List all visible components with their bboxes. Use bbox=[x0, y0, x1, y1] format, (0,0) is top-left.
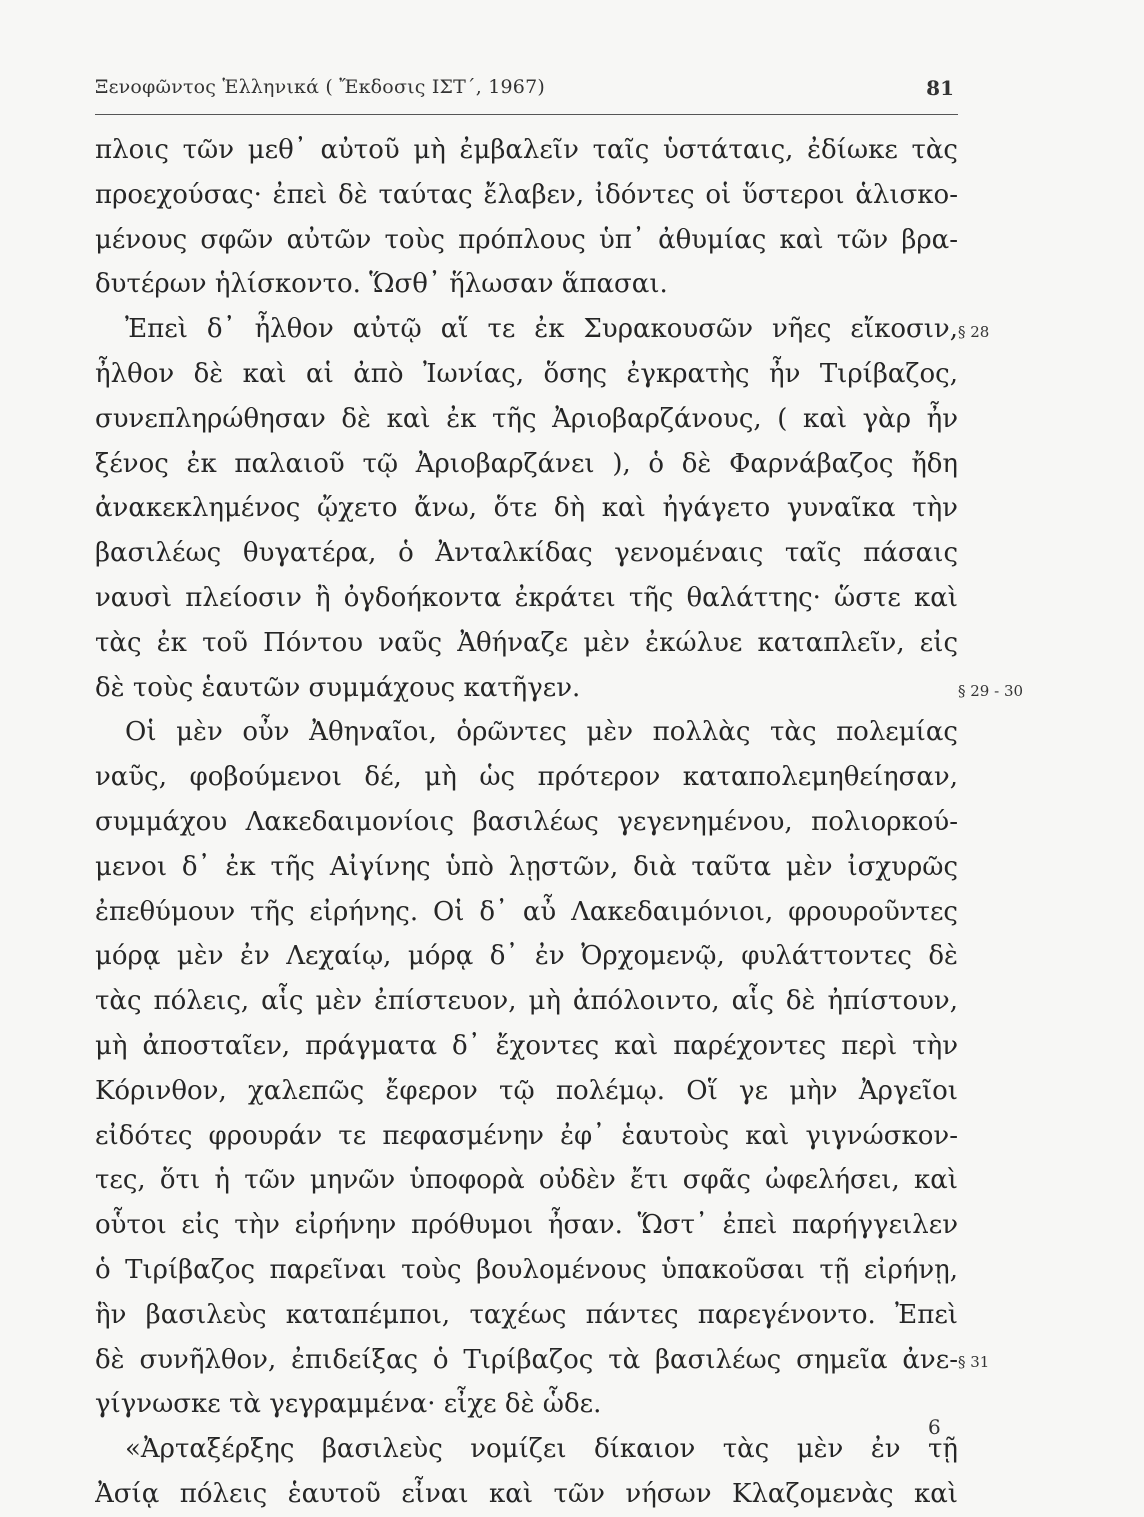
text-line: μένους σφῶν αὐτῶν τοὺς πρόπλους ὑπ᾿ ἀθυμίας καὶ τῶν βρα- bbox=[95, 224, 958, 255]
header-rule bbox=[95, 114, 958, 115]
text-line: οὗτοι εἰς τὴν εἰρήνην πρόθυμοι ἦσαν. Ὥστ᾿ ἐπεὶ παρήγγειλεν bbox=[95, 1210, 958, 1241]
text-line: ναυσὶ πλείοσιν ἢ ὀγδοήκοντα ἐκράτει τῆς θαλάττης· ὥστε καὶ bbox=[95, 582, 958, 613]
text-line: Ἀσίᾳ πόλεις ἑαυτοῦ εἶναι καὶ τῶν νήσων Κλαζομενὰς καὶ bbox=[95, 1478, 958, 1509]
text-line: ἦλθον δὲ καὶ αἱ ἀπὸ Ἰωνίας, ὅσης ἐγκρατὴς ἦν Τιρίβαζος, bbox=[95, 358, 958, 389]
text-line: δὲ τοὺς ἑαυτῶν συμμάχους κατῆγεν. bbox=[95, 672, 581, 703]
text-line: ναῦς, φοβούμενοι δέ, μὴ ὡς πρότερον καταπολεμηθείησαν, bbox=[95, 762, 958, 793]
header-title: Ξενοφῶντος Ἑλληνικά ( Ἔκδοσις ΙΣΤ΄, 1967) bbox=[95, 76, 545, 98]
text-line: πλοις τῶν μεθ᾿ αὐτοῦ μὴ ἐμβαλεῖν ταῖς ὑστάταις, ἐδίωκε τὰς bbox=[95, 135, 958, 165]
text-line: τες, ὅτι ἡ τῶν μηνῶν ὑποφορὰ οὐδὲν ἔτι σφᾶς ὠφελήσει, καὶ bbox=[95, 1165, 958, 1196]
text-line: Κόρινθον, χαλεπῶς ἔφερον τῷ πολέμῳ. Οἵ γε μὴν Ἀργεῖοι bbox=[95, 1075, 958, 1106]
text-line: Ἐπεὶ δ᾿ ἦλθον αὐτῷ αἵ τε ἐκ Συρακουσῶν νῆες εἴκοσιν, bbox=[125, 314, 958, 345]
text-line: μὴ ἀποσταῖεν, πράγματα δ᾿ ἔχοντες καὶ παρέχοντες περὶ τὴν bbox=[95, 1030, 958, 1061]
text-line: συμμάχου Λακεδαιμονίοις βασιλέως γεγενημένου, πολιορκού- bbox=[95, 806, 958, 837]
text-line: τὰς ἐκ τοῦ Πόντου ναῦς Ἀθήναζε μὲν ἐκώλυε καταπλεῖν, εἰς bbox=[95, 627, 958, 658]
text-line: ὁ Τιρίβαζος παρεῖναι τοὺς βουλομένους ὑπακοῦσαι τῇ εἰρήνῃ, bbox=[95, 1254, 958, 1285]
text-line: προεχούσας· ἐπεὶ δὲ ταύτας ἔλαβεν, ἰδόντες οἱ ὕστεροι ἁλισκο- bbox=[95, 179, 958, 210]
body-text bbox=[95, 128, 958, 1517]
text-line: μόρᾳ μὲν ἐν Λεχαίῳ, μόρᾳ δ᾿ ἐν Ὀρχομενῷ, φυλάττοντες δὲ bbox=[95, 941, 958, 972]
text-line: ξένος ἐκ παλαιοῦ τῷ Ἀριοβαρζάνει ), ὁ δὲ Φαρνάβαζος ἤδη bbox=[95, 448, 958, 479]
section-ref-31: § 31 bbox=[958, 1353, 990, 1371]
text-line: δυτέρων ἡλίσκοντο. Ὥσθ᾿ ἥλωσαν ἅπασαι. bbox=[95, 269, 668, 300]
text-line: δὲ συνῆλθον, ἐπιδείξας ὁ Τιρίβαζος τὰ βασιλέως σημεῖα ἀνε- bbox=[95, 1344, 958, 1375]
text-line: βασιλέως θυγατέρα, ὁ Ἀνταλκίδας γενομέναις ταῖς πάσαις bbox=[95, 538, 958, 569]
signature-mark: 6 bbox=[928, 1415, 941, 1439]
text-line: τὰς πόλεις, αἷς μὲν ἐπίστευον, μὴ ἀπόλοιντο, αἷς δὲ ἠπίστουν, bbox=[95, 986, 958, 1017]
text-line: ἐπεθύμουν τῆς εἰρήνης. Οἱ δ᾿ αὖ Λακεδαιμόνιοι, φρουροῦντες bbox=[95, 896, 958, 927]
text-line: μενοι δ᾿ ἐκ τῆς Αἰγίνης ὑπὸ λῃστῶν, διὰ ταῦτα μὲν ἰσχυρῶς bbox=[95, 851, 958, 882]
text-line: Οἱ μὲν οὖν Ἀθηναῖοι, ὁρῶντες μὲν πολλὰς τὰς πολεμίας bbox=[125, 717, 958, 748]
text-line: συνεπληρώθησαν δὲ καὶ ἐκ τῆς Ἀριοβαρζάνους, ( καὶ γὰρ ἦν bbox=[95, 403, 958, 434]
page-number: 81 bbox=[926, 76, 954, 100]
running-header bbox=[95, 76, 958, 106]
text-line: «Ἀρταξέρξης βασιλεὺς νομίζει δίκαιον τὰς μὲν ἐν τῇ bbox=[125, 1434, 958, 1465]
section-ref-29-30: § 29 - 30 bbox=[958, 682, 1024, 700]
section-ref-28: § 28 bbox=[958, 323, 990, 341]
text-line: ἣν βασιλεὺς καταπέμποι, ταχέως πάντες παρεγένοντο. Ἐπεὶ bbox=[95, 1299, 958, 1330]
text-line: εἰδότες φρουράν τε πεφασμένην ἐφ᾿ ἑαυτοὺς καὶ γιγνώσκον- bbox=[95, 1120, 958, 1151]
text-line: ἀνακεκλημένος ᾤχετο ἄνω, ὅτε δὴ καὶ ἠγάγετο γυναῖκα τὴν bbox=[95, 493, 958, 524]
text-line: γίγνωσκε τὰ γεγραμμένα· εἶχε δὲ ὧδε. bbox=[95, 1389, 602, 1420]
